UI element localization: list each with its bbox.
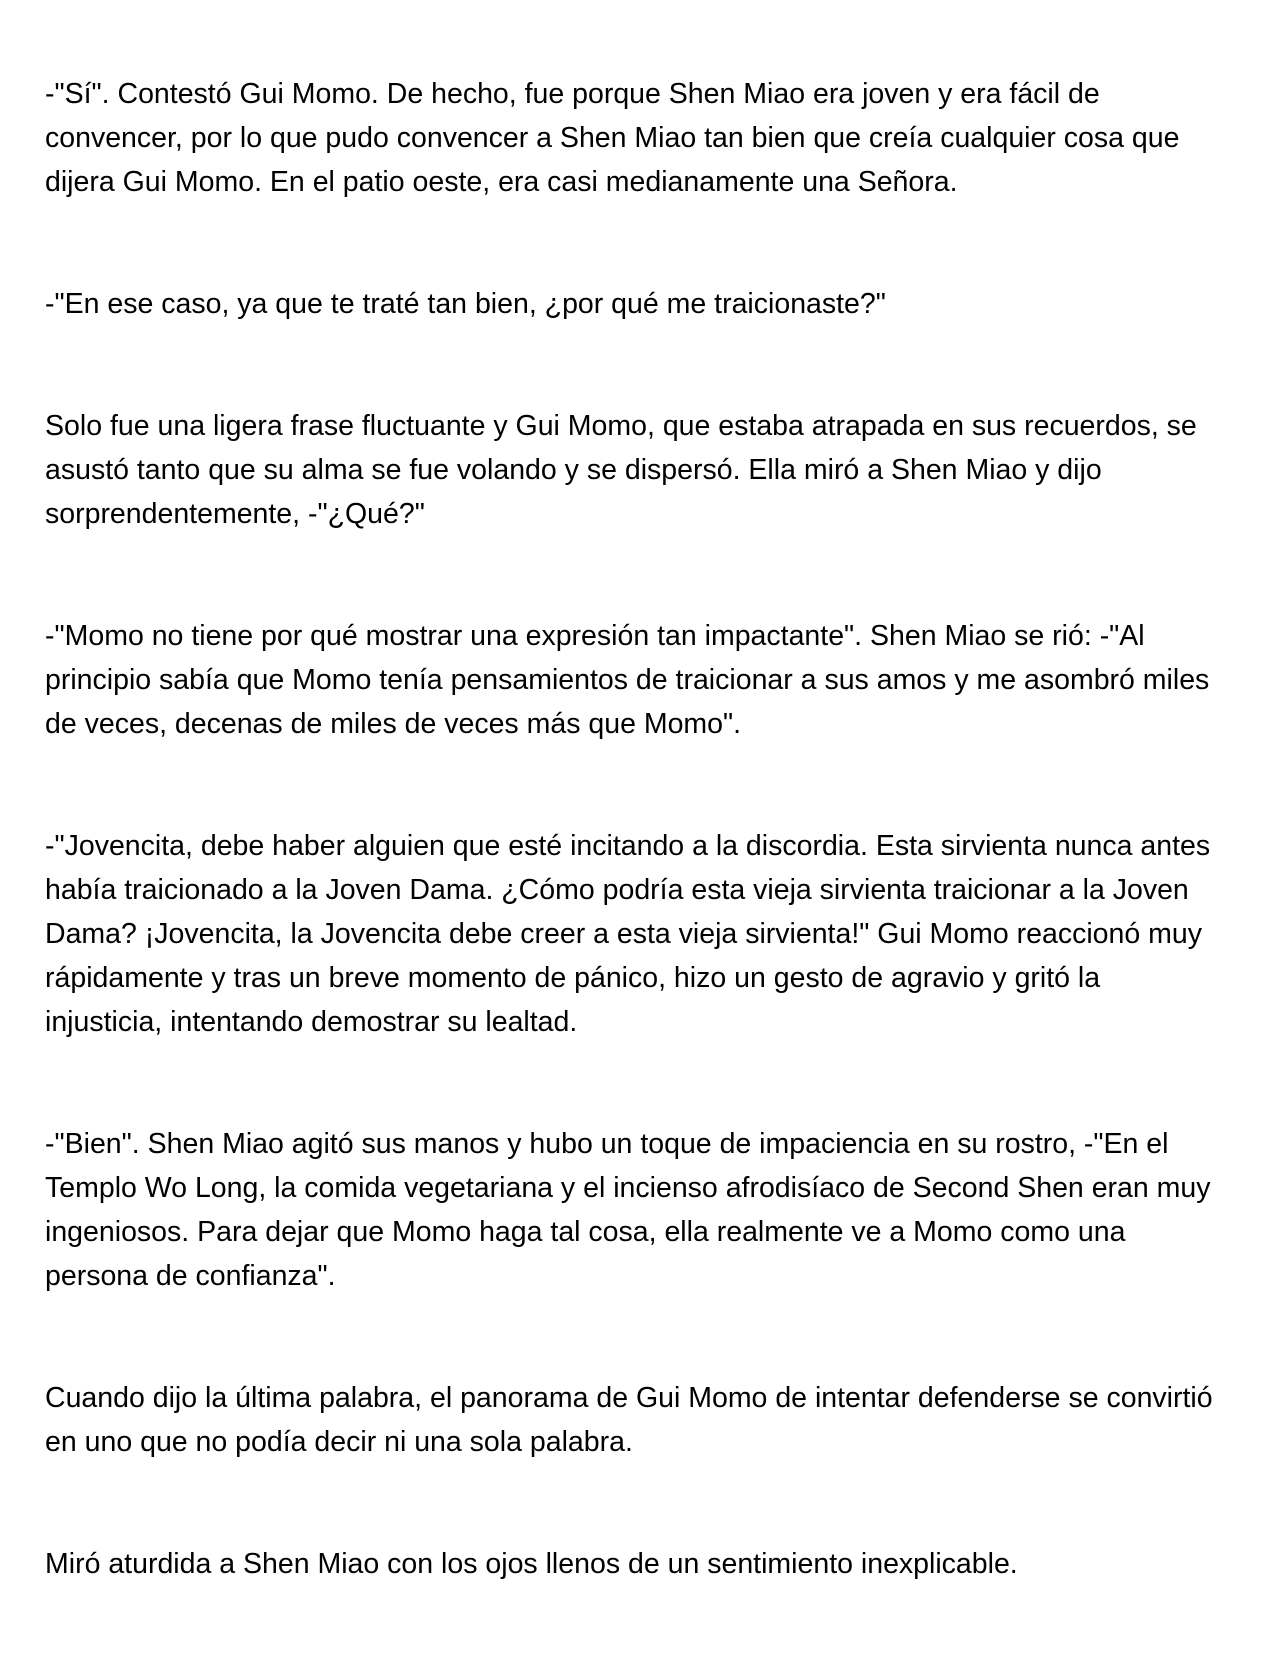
paragraph-2: -"En ese caso, ya que te traté tan bien, ¿por qué me traicionaste?" xyxy=(45,288,886,320)
paragraph-5: -"Jovencita, debe haber alguien que esté incitando a la discordia. Esta sirvienta nunca antes había traicionado a la Joven Dama. ¿Cómo podría esta vieja sirvienta traicionar a la Joven Dama? ¡Jovencita, la Jovencita debe creer a esta vieja sirvienta!" Gui Momo reaccionó muy rápidamente y tras un breve momento de pánico, hizo un gesto de agravio y gritó la injusticia, intentando demostrar su lealtad. xyxy=(45,830,1211,1038)
paragraph-3: Solo fue una ligera frase fluctuante y Gui Momo, que estaba atrapada en sus recuerdos, se asustó tanto que su alma se fue volando y se dispersó. Ella miró a Shen Miao y dijo sorprendentemente, -"¿Qué?" xyxy=(45,410,1197,530)
paragraph-8: Miró aturdida a Shen Miao con los ojos llenos de un sentimiento inexplicable. xyxy=(45,1548,1018,1580)
paragraph-6: -"Bien". Shen Miao agitó sus manos y hubo un toque de impaciencia en su rostro, -"En el Templo Wo Long, la comida vegetariana y el incienso afrodisíaco de Second Shen eran muy ingeniosos. Para dejar que Momo haga tal cosa, ella realmente ve a Momo como una persona de confianza". xyxy=(45,1128,1211,1292)
paragraph-7: Cuando dijo la última palabra, el panorama de Gui Momo de intentar defenderse se convirtió en uno que no podía decir ni una sola palabra. xyxy=(45,1382,1213,1458)
paragraph-1: -"Sí". Contestó Gui Momo. De hecho, fue porque Shen Miao era joven y era fácil de convencer, por lo que pudo convencer a Shen Miao tan bien que creía cualquier cosa que dijera Gui Momo. En el patio oeste, era casi medianamente una Señora. xyxy=(45,78,1180,198)
paragraph-4: -"Momo no tiene por qué mostrar una expresión tan impactante". Shen Miao se rió: -"Al principio sabía que Momo tenía pensamientos de traicionar a sus amos y me asombró miles de veces, decenas de miles de veces más que Momo". xyxy=(45,620,1210,740)
